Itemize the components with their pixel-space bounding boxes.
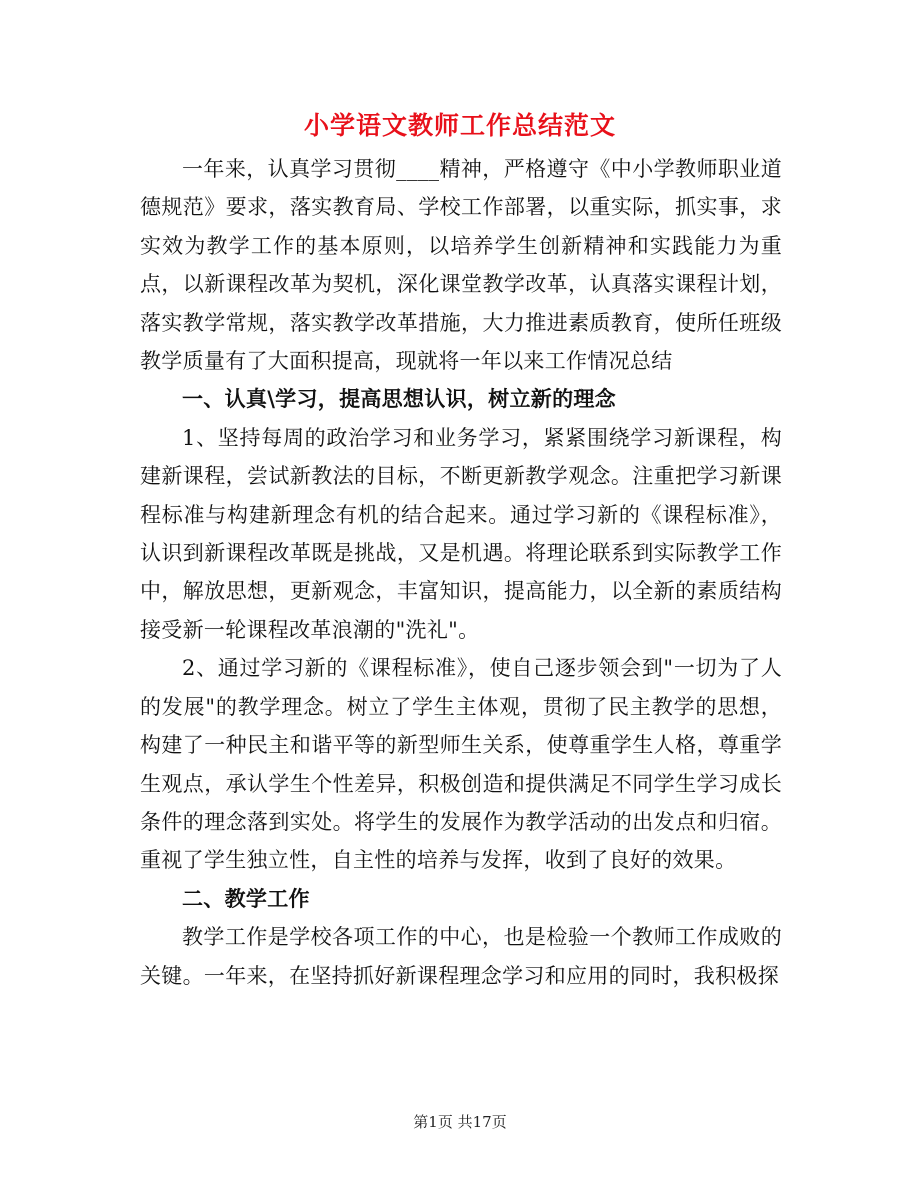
section-heading-1: 一、认真\学习，提高思想认识，树立新的理念 xyxy=(182,386,616,412)
section-heading-2: 二、教学工作 xyxy=(182,885,310,911)
body-paragraph-2: 2、通过学习新的《课程标准》，使自己逐步领会到"一切为了人的发展"的教学理念。树立了学生主体观，贯彻了民主教学的思想，构建了一种民主和谐平等的新型师生关系，使尊重学生人格，尊重学生观点，承认学生个性差异，积极创造和提供满足不同学生学习成长条件的理念落到实处。将学生的发展作为教学活动的出发点和归宿。重视了学生独立性，自主性的培养与发挥，收到了良好的效果。 xyxy=(140,656,782,873)
body-paragraph-1: 1、坚持每周的政治学习和业务学习，紧紧围绕学习新课程，构建新课程，尝试新教法的目标，不断更新教学观念。注重把学习新课程标准与构建新理念有机的结合起来。通过学习新的《课程标准》，认识到新课程改革既是挑战，又是机遇。将理论联系到实际教学工作中，解放思想，更新观念，丰富知识，提高能力，以全新的素质结构接受新一轮课程改革浪潮的"洗礼"。 xyxy=(140,425,782,642)
document-title: 小学语文教师工作总结范文 xyxy=(303,111,616,140)
intro-paragraph: 一年来，认真学习贯彻____精神，严格遵守《中小学教师职业道德规范》要求，落实教育局、学校工作部署，以重实际，抓实事，求实效为教学工作的基本原则，以培养学生创新精神和实践能力为重点，以新课程改革为契机，深化课堂教学改革，认真落实课程计划，落实教学常规，落实教学改革措施，大力推进素质教育，使所任班级教学质量有了大面积提高，现就将一年以来工作情况总结 xyxy=(140,157,782,374)
document-body xyxy=(140,150,782,995)
page-number-footer: 第1页 共17页 xyxy=(413,1113,507,1131)
body-paragraph-3: 教学工作是学校各项工作的中心，也是检验一个教师工作成败的关键。一年来，在坚持抓好新课程理念学习和应用的同时，我积极探 xyxy=(140,925,782,988)
